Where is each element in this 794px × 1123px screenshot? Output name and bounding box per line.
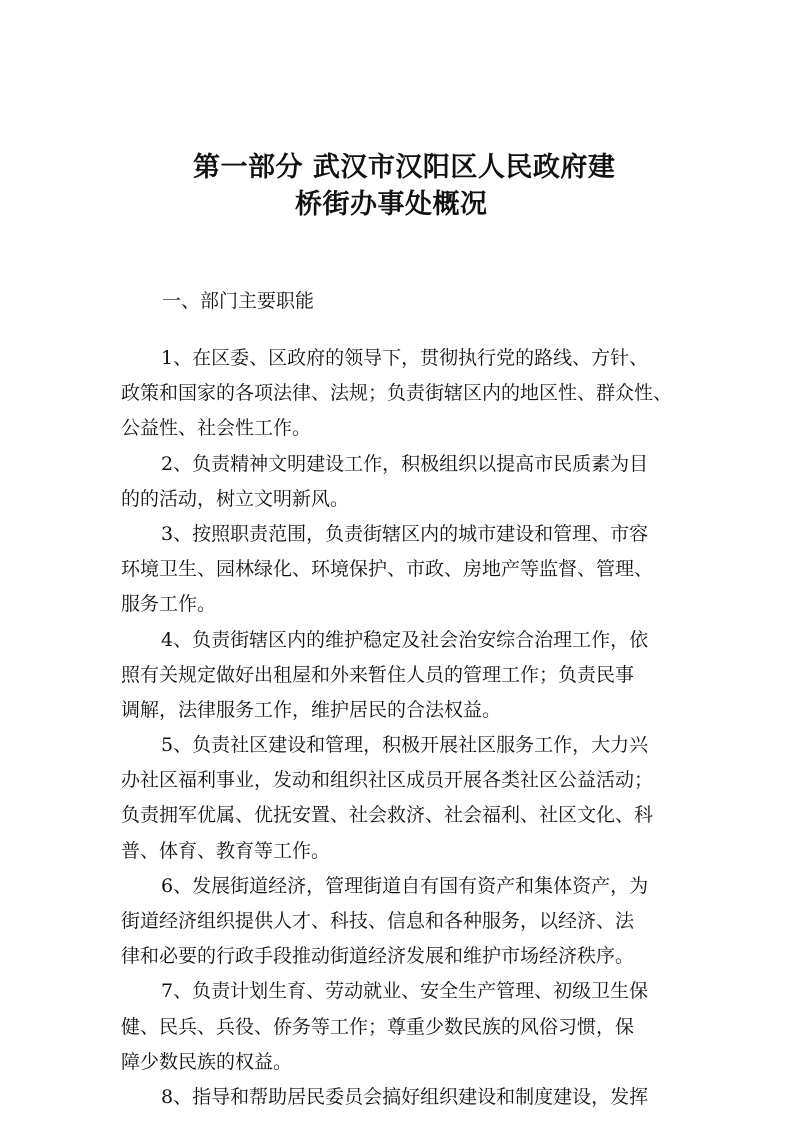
paragraph-5-line-1: 5、负责社区建设和管理，积极开展社区服务工作，大力兴 <box>161 734 649 757</box>
paragraph-7-line-3: 障少数民族的权益。 <box>121 1050 293 1073</box>
paragraph-4-line-3: 调解，法律服务工作，维护居民的合法权益。 <box>121 698 502 721</box>
paragraph-3-line-2: 环境卫生、园林绿化、环境保护、市政、房地产等监督、管理、 <box>121 558 654 581</box>
paragraph-3-line-3: 服务工作。 <box>121 593 217 616</box>
paragraph-5-line-4: 普、体育、教育等工作。 <box>121 839 331 862</box>
paragraph-3-line-1: 3、按照职责范围，负责街辖区内的城市建设和管理、市容 <box>161 522 649 545</box>
paragraph-7-line-2: 健、民兵、兵役、侨务等工作；尊重少数民族的风俗习惯，保 <box>121 1015 635 1038</box>
paragraph-1-line-2: 政策和国家的各项法律、法规；负责街辖区内的地区性、群众性、 <box>121 382 673 405</box>
paragraph-8-line-1: 8、指导和帮助居民委员会搞好组织建设和制度建设，发挥 <box>161 1085 649 1108</box>
paragraph-2-line-2: 的的活动，树立文明新风。 <box>121 487 350 510</box>
paragraph-6-line-3: 律和必要的行政手段推动街道经济发展和维护市场经济秩序。 <box>121 945 635 968</box>
paragraph-6-line-2: 街道经济组织提供人才、科技、信息和各种服务，以经济、法 <box>121 910 635 932</box>
document-title-line-1: 第一部分 武汉市汉阳区人民政府建 <box>193 152 616 183</box>
paragraph-2-line-1: 2、负责精神文明建设工作，积极组织以提高市民质素为目 <box>161 452 649 475</box>
paragraph-1-line-1: 1、在区委、区政府的领导下，贯彻执行党的路线、方针、 <box>161 347 649 369</box>
paragraph-5-line-3: 负责拥军优属、优抚安置、社会救济、社会福利、社区文化、科 <box>121 804 654 827</box>
paragraph-5-line-2: 办社区福利事业，发动和组织社区成员开展各类社区公益活动； <box>121 769 654 792</box>
paragraph-6-line-1: 6、发展街道经济，管理街道自有国有资产和集体资产，为 <box>161 874 649 897</box>
paragraph-1-line-3: 公益性、社会性工作。 <box>121 417 312 440</box>
body-text <box>121 341 711 1115</box>
paragraph-4-line-2: 照有关规定做好出租屋和外来暂住人员的管理工作；负责民事 <box>121 663 635 686</box>
paragraph-4-line-1: 4、负责街辖区内的维护稳定及社会治安综合治理工作，依 <box>161 628 649 651</box>
section-heading: 一、部门主要职能 <box>162 290 315 312</box>
document-title-line-2: 桥街办事处概况 <box>295 189 488 220</box>
paragraph-7-line-1: 7、负责计划生育、劳动就业、安全生产管理、初级卫生保 <box>161 980 649 1003</box>
